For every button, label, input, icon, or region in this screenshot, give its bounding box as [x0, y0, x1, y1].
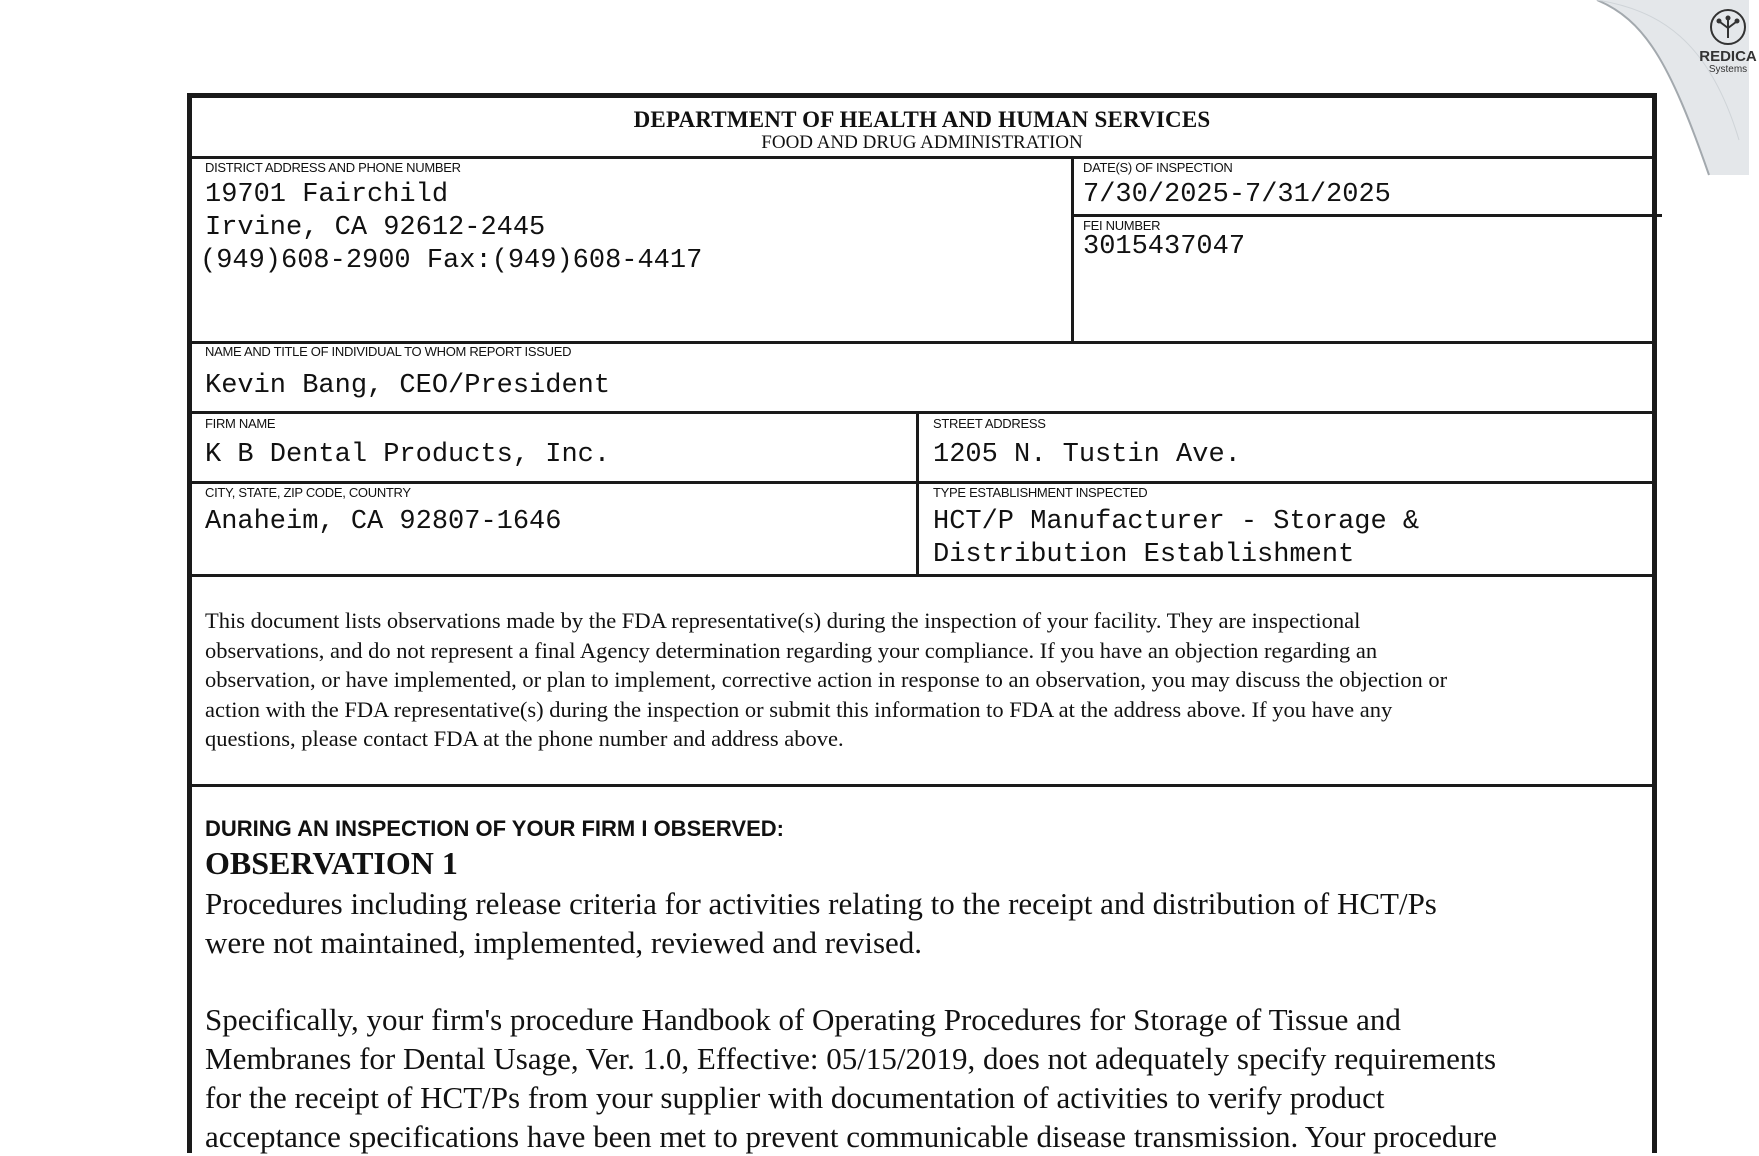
department-header: DEPARTMENT OF HEALTH AND HUMAN SERVICES	[633, 107, 1211, 132]
fei-label: FEI NUMBER	[1083, 218, 1161, 233]
divider	[1071, 156, 1074, 342]
notice-line: This document lists observations made by the FDA representative(s) during the inspection of your facility. They are inspectional	[205, 608, 1361, 633]
observation-line: were not maintained, implemented, reviewed and revised.	[205, 925, 923, 960]
observation-title: OBSERVATION 1	[205, 845, 458, 881]
observation-line: Specifically, your firm's procedure Handbook of Operating Procedures for Storage of Tissue and	[205, 1002, 1401, 1037]
divider	[192, 156, 1652, 159]
notice-line: observations, and do not represent a final Agency determination regarding your compliance. If you have an objection regarding an	[205, 637, 1378, 663]
firm-name-value: K B Dental Products, Inc.	[205, 440, 611, 470]
establishment-type-line1: HCT/P Manufacturer - Storage &	[933, 507, 1420, 537]
notice-line: observation, or have implemented, or plan to implement, corrective action in response to an observation, you may discuss the objection or	[205, 667, 1448, 692]
divider	[192, 481, 1652, 484]
observation-line: Membranes for Dental Usage, Ver. 1.0, Effective: 05/15/2019, does not adequately specify requirements	[205, 1041, 1497, 1076]
divider	[192, 411, 1652, 414]
observation-line: Procedures including release criteria for activities relating to the receipt and distribution of HCT/Ps	[205, 886, 1437, 921]
individual-value: Kevin Bang, CEO/President	[205, 371, 611, 401]
individual-label: NAME AND TITLE OF INDIVIDUAL TO WHOM REPORT ISSUED	[205, 344, 572, 359]
district-address-line2: Irvine, CA 92612-2445	[205, 213, 546, 243]
establishment-type-label: TYPE ESTABLISHMENT INSPECTED	[933, 485, 1148, 500]
observations-heading: DURING AN INSPECTION OF YOUR FIRM I OBSERVED:	[205, 816, 784, 841]
redica-tree-icon	[1709, 8, 1747, 46]
logo-name: REDICA	[1699, 48, 1757, 65]
agency-header: FOOD AND DRUG ADMINISTRATION	[761, 132, 1083, 153]
observation-line: for the receipt of HCT/Ps from your supplier with documentation of activities to verify product	[205, 1080, 1385, 1115]
district-label: DISTRICT ADDRESS AND PHONE NUMBER	[205, 160, 461, 175]
logo-sub: Systems	[1708, 64, 1748, 75]
firm-name-label: FIRM NAME	[205, 416, 276, 431]
inspection-dates-label: DATE(S) OF INSPECTION	[1083, 160, 1233, 175]
fda-483-form	[187, 93, 1657, 1153]
notice-line: questions, please contact FDA at the phone number and address above.	[205, 726, 844, 751]
observation-line: acceptance specifications have been met to prevent communicable disease transmission. Your procedure	[205, 1119, 1498, 1154]
street-address-label: STREET ADDRESS	[933, 416, 1046, 431]
district-address-line1: 19701 Fairchild	[205, 180, 449, 210]
divider	[192, 574, 1652, 577]
observation-detail	[205, 1000, 1665, 1156]
divider	[916, 411, 919, 575]
redica-logo-corner	[1549, 0, 1757, 175]
notice-line: action with the FDA representative(s) during the inspection or submit this information to FDA at the address above. If you have any	[205, 696, 1393, 722]
observation-summary	[205, 884, 1655, 962]
divider	[192, 784, 1652, 787]
street-address-value: 1205 N. Tustin Ave.	[933, 440, 1241, 470]
city-label: CITY, STATE, ZIP CODE, COUNTRY	[205, 485, 411, 500]
inspection-dates-value: 7/30/2025-7/31/2025	[1083, 180, 1391, 210]
fei-value: 3015437047	[1083, 232, 1246, 262]
notice-paragraph	[205, 606, 1655, 754]
divider	[1071, 214, 1662, 217]
establishment-type-line2: Distribution Establishment	[933, 540, 1355, 570]
city-value: Anaheim, CA 92807-1646	[205, 507, 562, 537]
district-phone: (949)608-2900 Fax:(949)608-4417	[200, 246, 703, 276]
